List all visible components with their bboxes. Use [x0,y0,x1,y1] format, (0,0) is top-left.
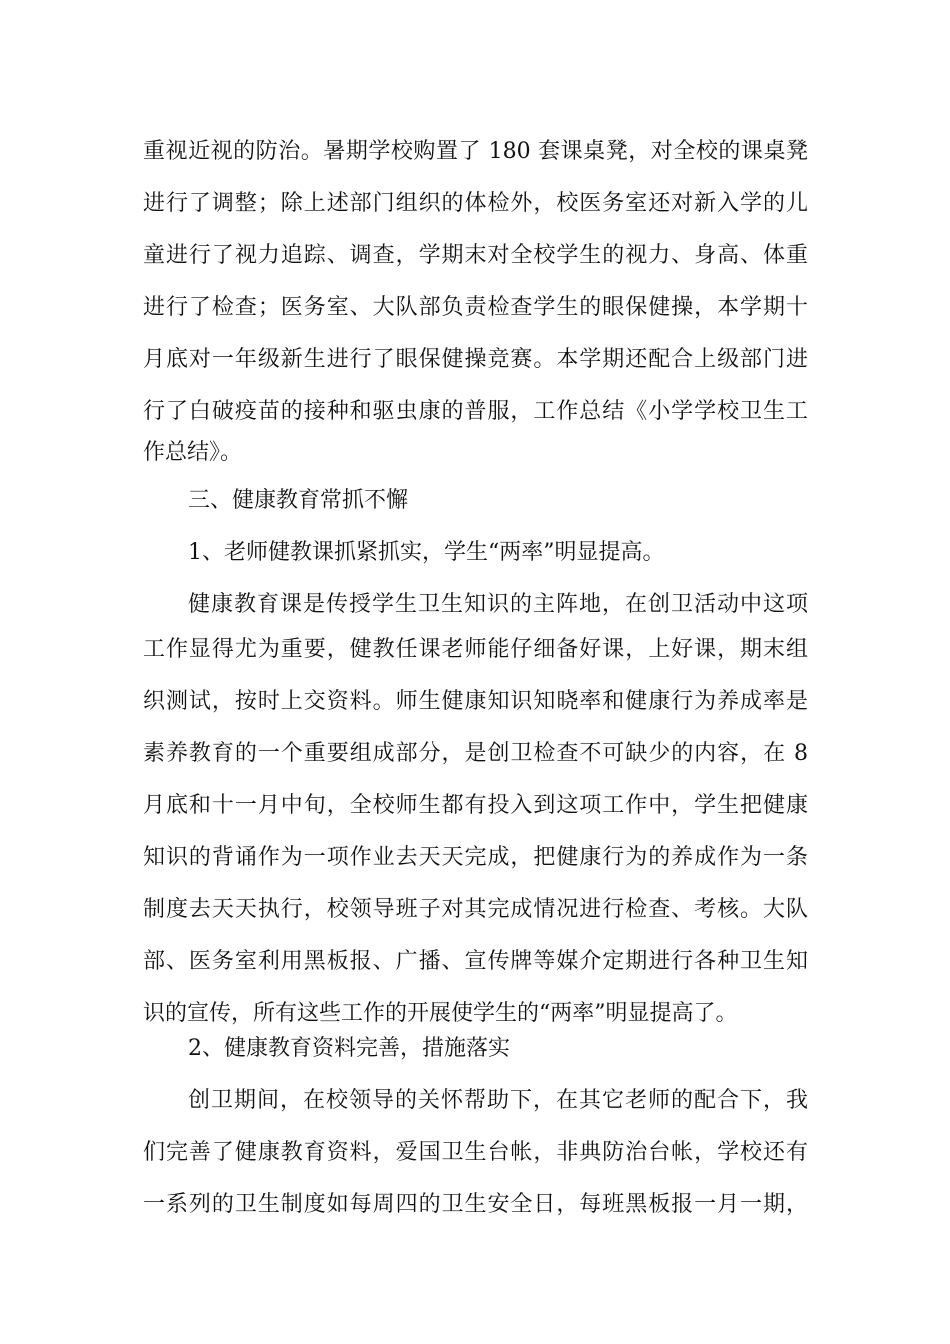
text-line: 重视近视的防治。暑期学校购置了 180 套课桌凳，对全校的课桌凳 [143,139,808,164]
text-line: 健康教育课是传授学生卫生知识的主阵地，在创卫活动中这项 [188,592,808,617]
text-line: 月底和十一月中旬，全校师生都有投入到这项工作中，学生把健康 [143,793,808,818]
text-line: 月底对一年级新生进行了眼保健操竞赛。本学期还配合上级部门进 [143,347,808,372]
text-line: 素养教育的一个重要组成部分，是创卫检查不可缺少的内容，在 8 [143,741,808,766]
text-line: 知识的背诵作为一项作业去天天完成，把健康行为的养成作为一条 [143,845,808,870]
text-line: 识的宣传，所有这些工作的开展使学生的“两率”明显提高了。 [143,1001,738,1026]
text-line: 制度去天天执行，校领导班子对其完成情况进行检查、考核。大队 [143,897,808,922]
text-line: 部、医务室利用黑板报、广播、宣传牌等媒介定期进行各种卫生知 [143,949,808,974]
text-line: 织测试，按时上交资料。师生健康知识知晓率和健康行为养成率是 [143,689,808,714]
text-line: 创卫期间，在校领导的关怀帮助下，在其它老师的配合下，我 [188,1088,808,1113]
text-line: 一系列的卫生制度如每周四的卫生安全日，每班黑板报一月一期， [143,1192,808,1217]
subsection-heading: 2、健康教育资料完善，措施落实 [188,1036,510,1061]
text-line: 作总结》。 [143,440,243,465]
subsection-heading: 1、老师健教课抓紧抓实，学生“两率”明显提高。 [188,540,665,565]
text-line: 工作显得尤为重要，健教任课老师能仔细备好课，上好课，期末组 [143,637,808,662]
text-line: 进行了调整；除上述部门组织的体检外，校医务室还对新入学的儿 [143,191,808,216]
text-line: 行了白破疫苗的接种和驱虫康的普服，工作总结《小学学校卫生工 [143,399,808,424]
section-heading: 三、健康教育常抓不懈 [188,488,409,513]
text-line: 进行了检查；医务室、大队部负责检查学生的眼保健操，本学期十 [143,295,808,320]
text-line: 们完善了健康教育资料，爱国卫生台帐，非典防治台帐，学校还有 [143,1140,808,1165]
text-line: 童进行了视力追踪、调查，学期末对全校学生的视力、身高、体重 [143,243,808,268]
